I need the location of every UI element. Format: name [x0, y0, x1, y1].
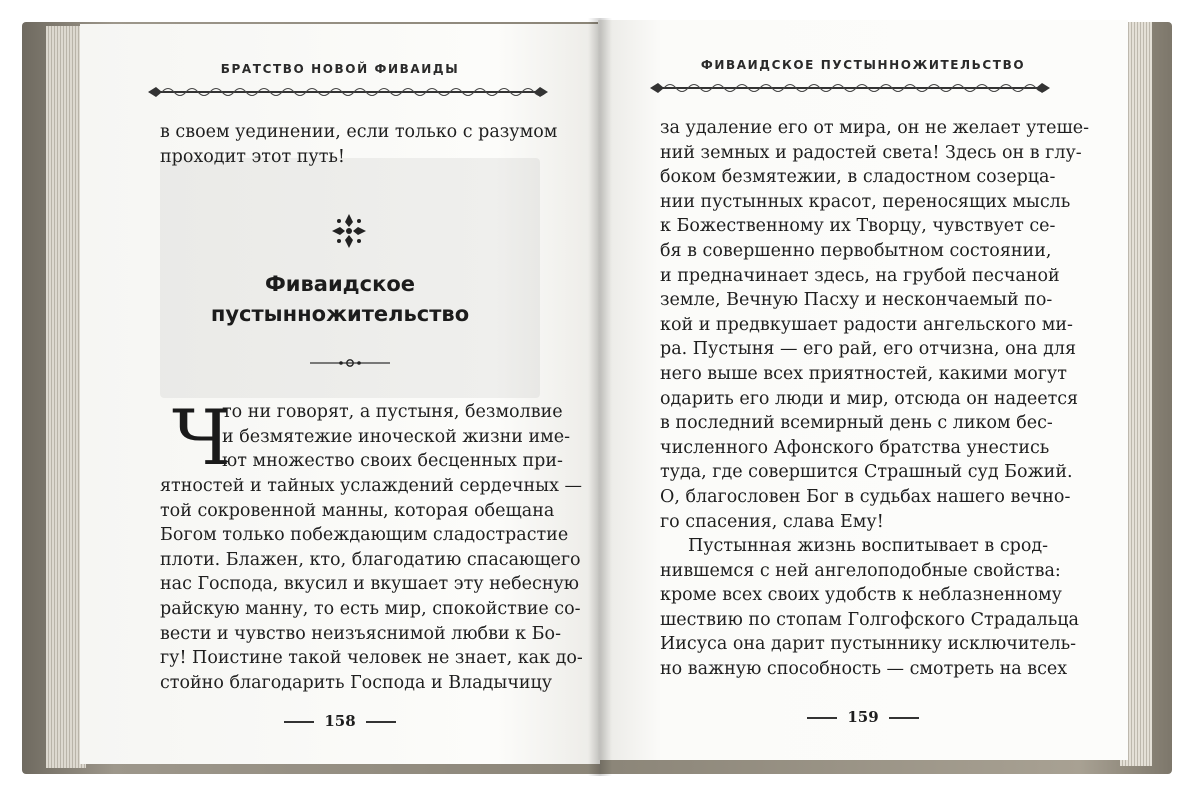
page-number-right — [598, 708, 1128, 726]
header-ornament-right — [650, 80, 1050, 96]
folio-dash — [366, 721, 396, 723]
title-divider-ornament — [310, 357, 390, 369]
page-number-left — [80, 712, 600, 730]
text-line: ра. Пустыня — его рай, его отчизна, она для — [660, 339, 1077, 360]
text-line: Иисуса она дарит пустыннику исключитель- — [660, 634, 1077, 655]
text-line: за удаление его от мира, он не желает утеше- — [660, 118, 1090, 138]
running-head-left: БРАТСТВО НОВОЙ ФИВАИДЫ — [220, 62, 460, 76]
opening-lines — [160, 120, 558, 169]
text-line: О, благословен Бог в судьбах нашего вечно- — [660, 486, 1071, 507]
cross-ornament-icon — [330, 212, 368, 250]
running-head-right: ФИВАИДСКОЕ ПУСТЫННОЖИТЕЛЬСТВО — [700, 58, 1026, 72]
text-line: ют множество своих бесценных при- — [222, 451, 563, 472]
text-line: Богом только побеждающим сладострастие — [160, 525, 569, 546]
text-line: проходит этот путь! — [160, 146, 345, 167]
right-page — [598, 20, 1128, 760]
text-line: но важную способность — смотреть на всех — [660, 658, 1068, 679]
text-line: кой и предвкушает радости ангельского ми- — [660, 314, 1073, 335]
text-line: го спасения, слава Ему! — [660, 511, 884, 532]
folio-number: 159 — [847, 708, 879, 726]
book-gutter-shadow — [588, 18, 612, 776]
text-line: нии пустынных красот, переносящих мысль — [660, 191, 1071, 212]
text-line: земле, Вечную Пасху и нескончаемый по- — [660, 290, 1053, 311]
header-ornament-left — [148, 84, 548, 100]
text-line: стойно благодарить Господа и Владычицу — [160, 672, 553, 693]
chapter-title-line2: пустынножительство — [210, 302, 470, 326]
text-line: в последний всемирный день с ликом бес- — [660, 413, 1053, 434]
text-line: туда, где совершится Страшный суд Божий. — [660, 462, 1073, 483]
text-line: в своем уединении, если только с разумом — [160, 122, 558, 142]
text-line: шествию по стопам Голгофского Страдальца — [660, 609, 1079, 630]
text-line: ятностей и тайных услаждений сердечных — — [160, 476, 583, 496]
text-line: одарить его люди и мир, отсюда он надеется — [660, 388, 1079, 409]
folio-dash — [284, 721, 314, 723]
text-line: то ни говорят, а пустыня, безмолвие — [222, 402, 563, 422]
chapter-title-line1: Фиваидское — [264, 272, 416, 296]
text-line: бя в совершенно первобытном состоянии, — [660, 240, 1052, 261]
text-line: ний земных и радостей света! Здесь он в глу- — [660, 142, 1082, 163]
text-line: и предначинает здесь, на грубой песчаной — [660, 265, 1060, 286]
right-paragraph-1 — [660, 116, 1090, 534]
text-line: нившемся с ней ангелоподобные свойства: — [660, 560, 1061, 581]
text-line: Пустынная жизнь воспитывает в срод- — [688, 536, 1049, 556]
text-line: нас Господа, вкусил и вкушает эту небесную — [160, 574, 580, 595]
text-line: численного Афонского братства унестись — [660, 437, 1050, 458]
text-line: гу! Поистине такой человек не знает, как до- — [160, 648, 583, 669]
text-line: той сокровенной манны, которая обещана — [160, 500, 555, 521]
folio-number: 158 — [324, 712, 356, 730]
folio-dash — [807, 717, 837, 719]
left-page — [80, 24, 600, 764]
text-line: кроме всех своих удобств к неблазненному — [660, 585, 1062, 606]
text-line: плоти. Блажен, кто, благодатию спасающего — [160, 549, 581, 570]
left-paragraph — [160, 474, 583, 695]
text-line: вести и чувство неизъяснимой любви к Бо- — [160, 623, 561, 644]
text-line: к Божественному их Творцу, чувствует се- — [660, 216, 1056, 237]
dropcap-lines — [222, 400, 571, 474]
text-line: него выше всех приятностей, какими могут — [660, 363, 1067, 384]
text-line: райскую манну, то есть мир, спокойствие со- — [160, 598, 581, 619]
right-paragraph-2 — [660, 534, 1079, 682]
folio-dash — [889, 717, 919, 719]
text-line: и безмятежие иноческой жизни име- — [222, 426, 571, 447]
text-line: боком безмятежии, в сладостном созерца- — [660, 167, 1056, 188]
drop-cap: Ч — [172, 393, 231, 482]
